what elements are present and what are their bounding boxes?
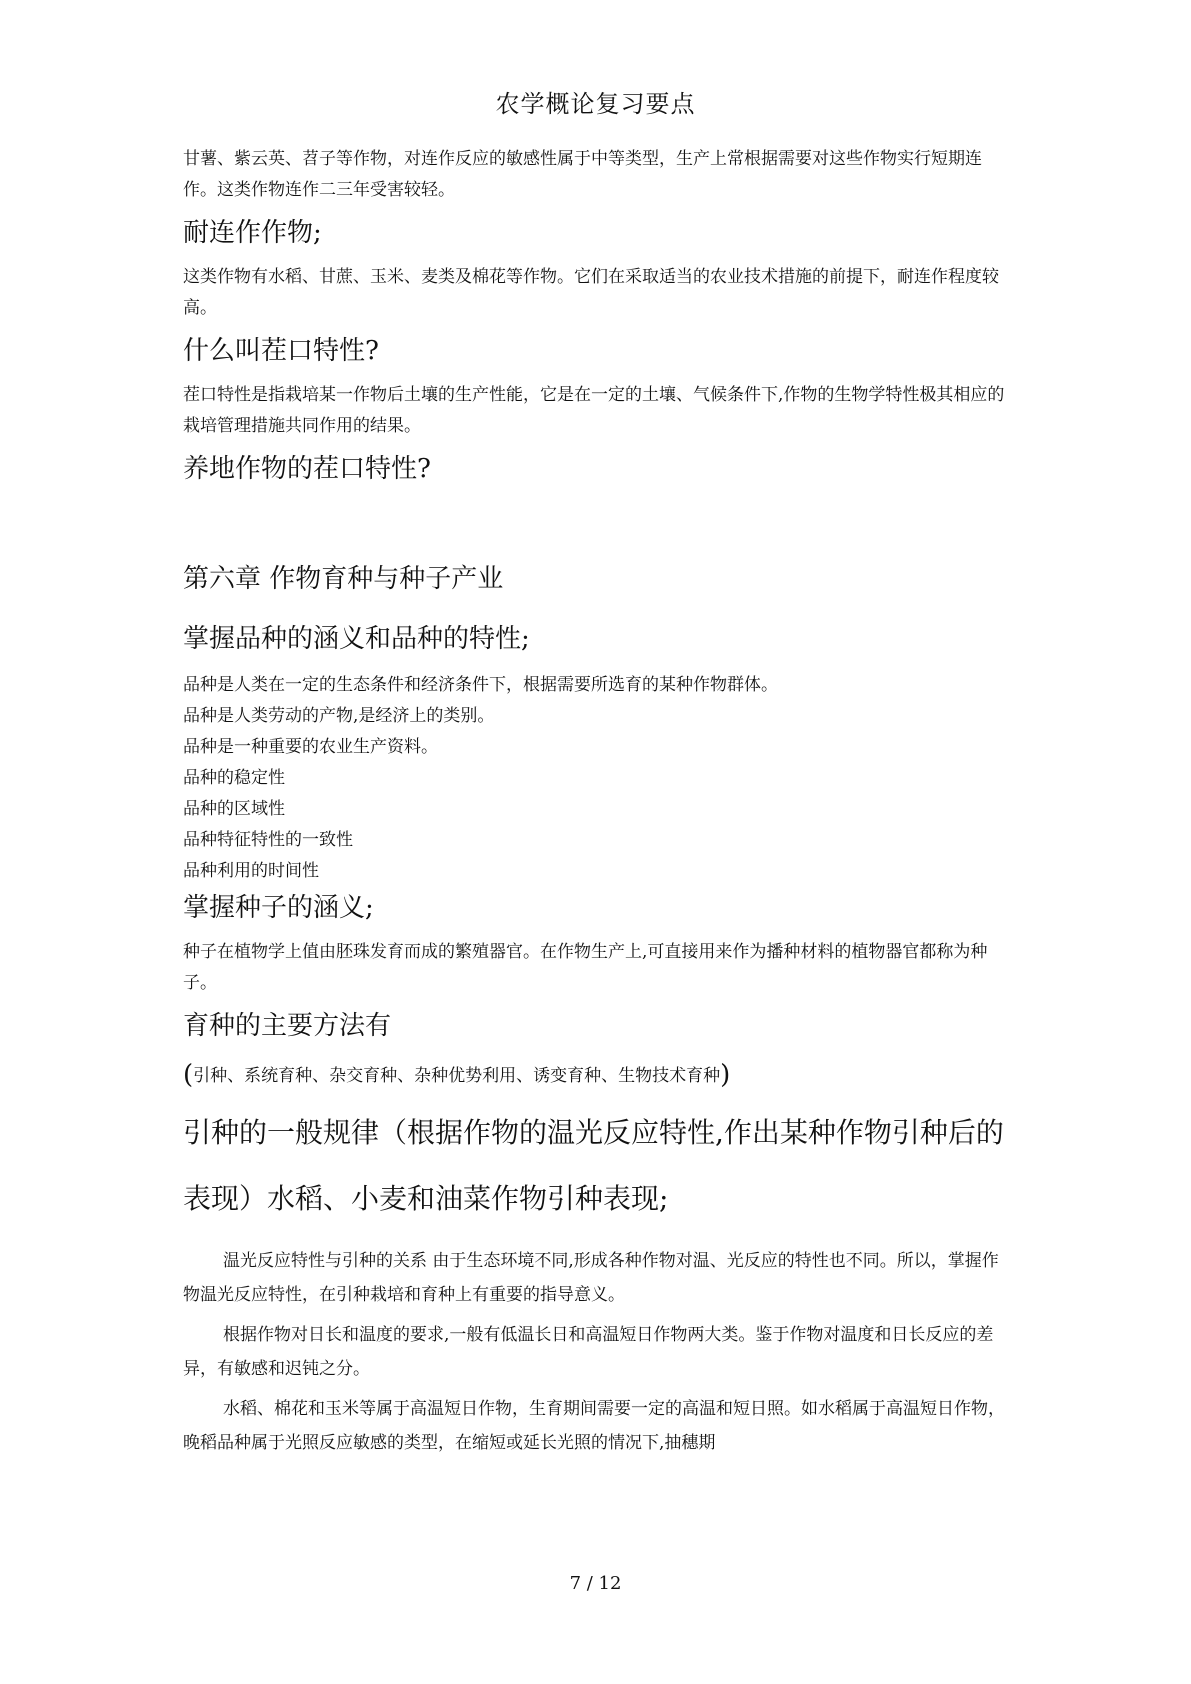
heading-seed-meaning: 掌握种子的涵义; [183, 893, 374, 923]
heading-soil-building-crops: 养地作物的茬口特性? [183, 454, 431, 484]
paragraph-seed-definition: 种子在植物学上值由胚珠发育而成的繁殖器官。在作物生产上,可直接用来作为播种材料的植物器官都称为种子。 [183, 942, 988, 993]
list-item: 品种利用的时间性 [183, 861, 319, 881]
paragraph-day-length: 根据作物对日长和温度的要求,一般有低温长日和高温短日作物两大类。鉴于作物对温度和日长反应的差异，有敏感和迟钝之分。 [183, 1325, 994, 1379]
chapter-title: 第六章 作物育种与种子产业 [183, 564, 504, 594]
page-number: 7 / 12 [569, 1573, 622, 1594]
heading-variety-meaning: 掌握品种的涵义和品种的特性; [183, 624, 530, 654]
paragraph-tolerant-crops: 这类作物有水稻、甘蔗、玉米、麦类及棉花等作物。它们在采取适当的农业技术措施的前提下，耐连作程度较高。 [183, 267, 999, 318]
heading-introduction-rule-line-1: 引种的一般规律（根据作物的温光反应特性,作出某种作物引种后的 [183, 1116, 1004, 1149]
heading-stubble-characteristics: 什么叫茬口特性? [183, 336, 379, 366]
heading-continuous-cropping-tolerant: 耐连作作物; [183, 218, 322, 248]
page-header-title: 农学概论复习要点 [495, 90, 696, 118]
list-item: 品种是一种重要的农业生产资料。 [183, 737, 438, 757]
list-item: 品种特征特性的一致性 [183, 830, 353, 850]
paragraph-moderate-crops: 甘薯、紫云英、苕子等作物，对连作反应的敏感性属于中等类型，生产上常根据需要对这些作物实行短期连作。这类作物连作二三年受害较轻。 [183, 149, 982, 200]
paragraph-temperature-light: 温光反应特性与引种的关系 由于生态环境不同,形成各种作物对温、光反应的特性也不同。所以，掌握作物温光反应特性，在引种栽培和育种上有重要的指导意义。 [183, 1251, 999, 1305]
open-paren: ( [183, 1060, 194, 1090]
paragraph-rice-cotton-corn: 水稻、棉花和玉米等属于高温短日作物，生育期间需要一定的高温和短日照。如水稻属于高温短日作物，晚稻品种属于光照反应敏感的类型，在缩短或延长光照的情况下,抽穗期 [183, 1399, 1005, 1453]
close-paren: ) [720, 1060, 731, 1090]
heading-breeding-methods: 育种的主要方法有 [183, 1011, 392, 1041]
list-item: 品种的区域性 [183, 799, 285, 819]
list-item: 品种的稳定性 [183, 768, 285, 788]
list-item: 品种是人类劳动的产物,是经济上的类别。 [183, 706, 495, 726]
paragraph-stubble-definition: 茬口特性是指栽培某一作物后土壤的生产性能，它是在一定的土壤、气候条件下,作物的生物学特性极其相应的栽培管理措施共同作用的结果。 [183, 385, 1005, 436]
page-content [183, 144, 1013, 1466]
breeding-methods-line [183, 1055, 1013, 1096]
heading-introduction-rule-line-2: 表现）水稻、小麦和油菜作物引种表现; [183, 1182, 669, 1215]
breeding-methods-text: 引种、系统育种、杂交育种、杂种优势利用、诱变育种、生物技术育种 [193, 1066, 721, 1086]
variety-list [183, 670, 1013, 887]
list-item: 品种是人类在一定的生态条件和经济条件下，根据需要所选育的某种作物群体。 [183, 675, 778, 695]
